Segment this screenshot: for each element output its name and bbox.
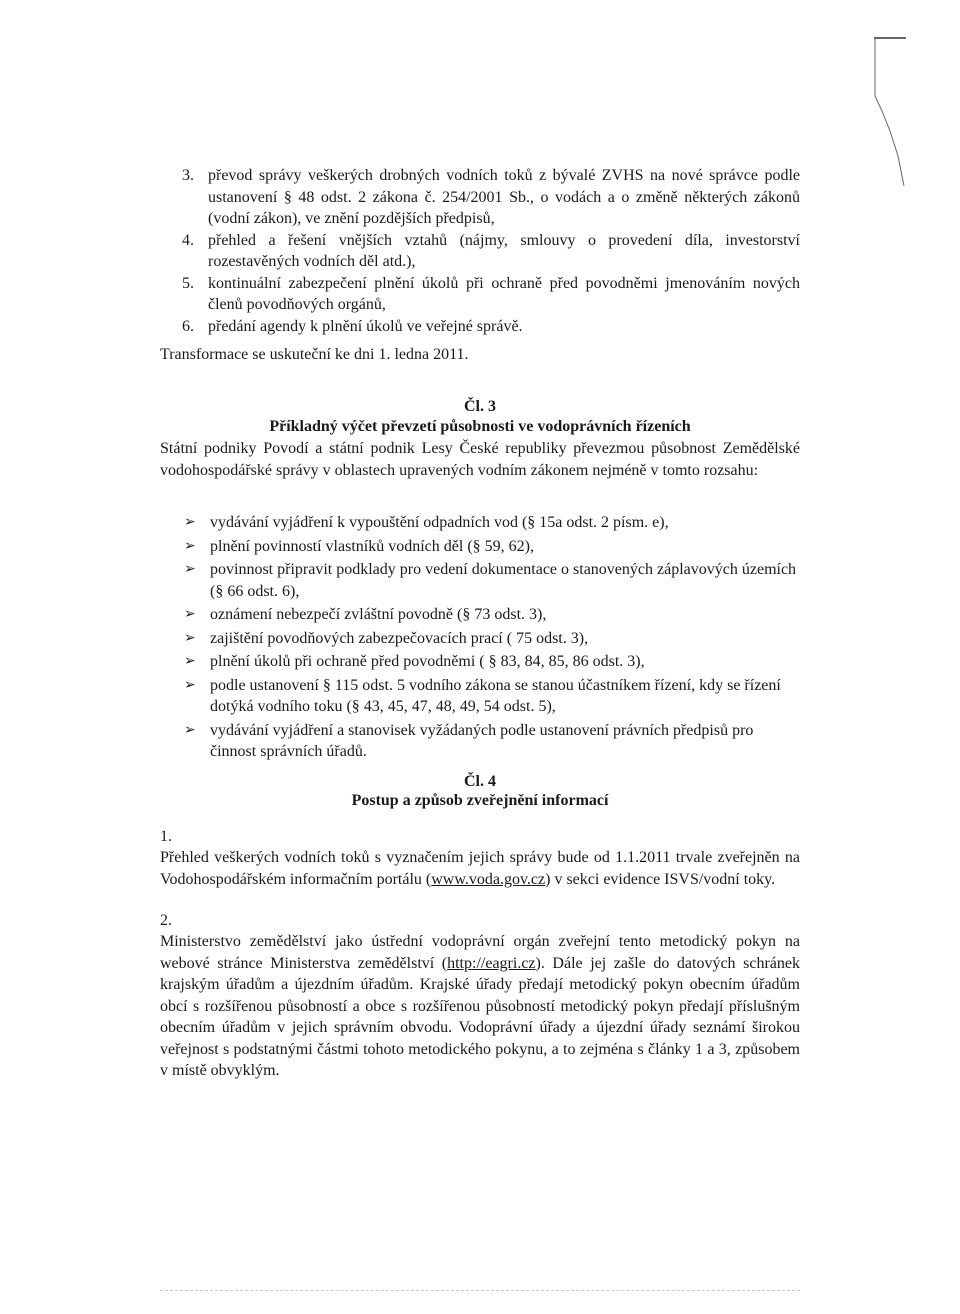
paragraph-1-number: 1. — [160, 828, 172, 845]
paragraph-1 — [160, 847, 800, 890]
paragraph-2-text-b: ). Dále jej zašle do datových schránek krajským úřadům a újezdním úřadům. Krajské úřady předají metodický pokyn obecním úřadům obcí s rozšířenou působností a obce s rozšířenou působností metodický pokyn předají příslušným obecním úřadům v jejich správním obvodu. Vodoprávní úřady a újezdní úřady seznámí širokou veřejnost s podstatnými částmi tohoto metodického pokynu, a to zejména s články 1 a 3, způsobem v místě obvyklým. — [160, 954, 800, 1079]
list-item — [160, 230, 800, 273]
list-item-text: kontinuální zabezpečení plnění úkolů při ochraně před povodněmi jmenováním nových členů povodňových orgánů, — [208, 274, 800, 313]
paragraph-2 — [160, 931, 800, 1082]
list-item — [160, 536, 800, 558]
paragraph-1-text-a: Přehled veškerých vodních toků s vyznačením jejich správy bude od 1.1.2011 trvale zveřejněn na Vodohospodářském informačním portálu ( — [160, 849, 800, 888]
list-item-number: 4. — [182, 231, 194, 249]
bullet-text: zajištění povodňových zabezpečovacích prací ( 75 odst. 3), — [210, 629, 589, 647]
bullet-text: plnění povinností vlastníků vodních děl (§ 59, 62), — [210, 537, 534, 555]
list-item-text: přehled a řešení vnějších vztahů (nájmy, smlouvy o provedení díla, investorství rozestavěných vodních děl atd.), — [208, 231, 800, 270]
arrow-bullet-icon: ➢ — [184, 721, 196, 738]
corner-mark-decoration — [872, 36, 908, 186]
article-3-title: Příkladný výčet převzetí působnosti ve vodoprávních řízeních — [269, 418, 691, 435]
list-item-text: převod správy veškerých drobných vodních toků z bývalé ZVHS na nové správce podle ustanovení § 48 odst. 2 zákona č. 254/2001 Sb., o vodách a o změně některých zákonů (vodní zákon), ve znění pozdějších předpisů, — [208, 167, 800, 227]
arrow-bullet-icon: ➢ — [184, 606, 196, 622]
arrow-bullet-icon: ➢ — [184, 676, 196, 693]
article-4-title: Postup a způsob zveřejnění informací — [351, 792, 609, 809]
arrow-bullet-icon: ➢ — [184, 561, 196, 577]
numbered-list — [160, 165, 800, 337]
bullet-text: plnění úkolů při ochraně před povodněmi ( § 83, 84, 85, 86 odst. 3), — [210, 653, 645, 670]
list-item — [160, 316, 800, 338]
list-item — [160, 651, 800, 673]
list-item-number: 5. — [182, 274, 194, 292]
bullet-text: vydávání vyjádření a stanovisek vyžádaných podle ustanovení právních předpisů pro činnost správních úřadů. — [210, 721, 754, 760]
article-3-number: Čl. 3 — [464, 398, 496, 415]
scan-edge-divider — [160, 1290, 800, 1291]
arrow-bullet-icon: ➢ — [184, 629, 196, 646]
paragraph-2-text-a: Ministerstvo zemědělství jako ústřední vodoprávní orgán zveřejní tento metodický pokyn na webové stránce Ministerstva zemědělství ( — [160, 933, 800, 972]
bullet-text: povinnost připravit podklady pro vedení dokumentace o stanovených záplavových územích (§ 66 odst. 6), — [210, 561, 797, 600]
list-item — [160, 720, 800, 763]
list-item — [160, 675, 800, 718]
list-item-text: předání agendy k plnění úkolů ve veřejné správě. — [208, 317, 523, 335]
list-item — [160, 165, 800, 230]
list-item — [160, 604, 800, 626]
paragraph-1-text-b: ) v sekci evidence ISVS/vodní toky. — [545, 870, 776, 888]
bullet-text: oznámení nebezpečí zvláštní povodně (§ 73 odst. 3), — [210, 606, 547, 623]
list-item-number: 6. — [182, 317, 194, 335]
bullet-text: vydávání vyjádření k vypouštění odpadních vod (§ 15a odst. 2 písm. e), — [210, 514, 669, 531]
list-item — [160, 512, 800, 534]
arrow-bullet-icon: ➢ — [184, 537, 196, 554]
article-4-number: Čl. 4 — [464, 773, 496, 790]
list-item-number: 3. — [182, 167, 194, 184]
article-3-intro: Státní podniky Povodí a státní podnik Lesy České republiky převezmou působnost Zemědělské vodohospodářské správy v oblastech upravených vodním zákonem nejméně v tomto rozsahu: — [160, 440, 800, 479]
paragraph-2-number: 2. — [160, 912, 172, 929]
article-3-bullet-list — [160, 512, 800, 765]
list-item — [160, 628, 800, 650]
arrow-bullet-icon: ➢ — [184, 653, 196, 669]
bullet-text: podle ustanovení § 115 odst. 5 vodního zákona se stanou účastníkem řízení, kdy se řízení dotýká vodního toku (§ 43, 45, 47, 48, 49, 54 odst. 5), — [210, 676, 781, 715]
transformation-date-text: Transformace se uskuteční ke dni 1. ledna 2011. — [160, 346, 469, 363]
arrow-bullet-icon: ➢ — [184, 514, 196, 530]
voda-portal-link[interactable]: www.voda.gov.cz — [431, 870, 546, 888]
list-item — [160, 559, 800, 602]
eagri-link[interactable]: http://eagri.cz — [447, 954, 536, 972]
list-item — [160, 273, 800, 316]
